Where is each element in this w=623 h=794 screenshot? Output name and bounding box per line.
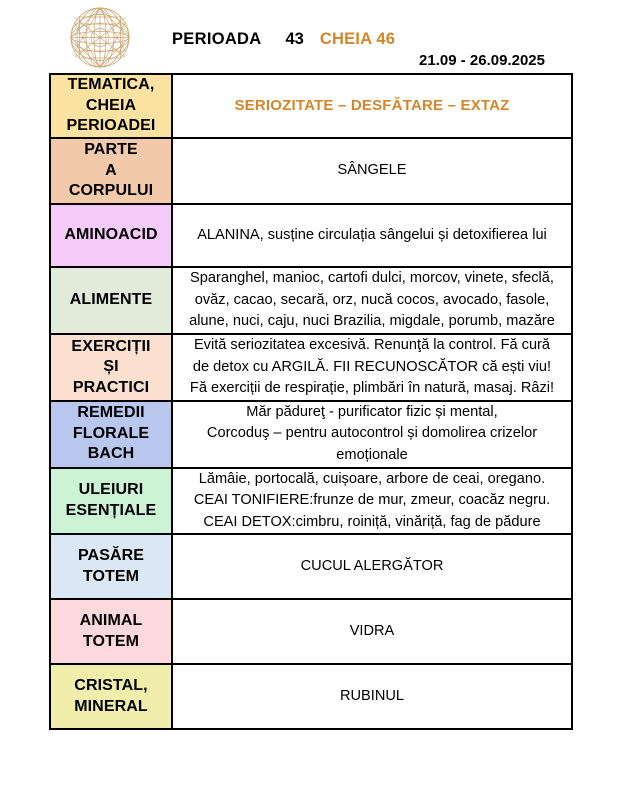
table-row — [50, 138, 572, 204]
row-label-line: REMEDII — [77, 404, 145, 422]
row-value-line: de detox cu ARGILĂ. FII RECUNOSCĂTOR că ești viu! — [192, 358, 552, 375]
row-value-cell — [172, 74, 572, 138]
row-label-line: ALIMENTE — [69, 291, 153, 309]
row-value-line: ovăz, cacao, secară, orz, nucă cocos, avocado, fasole, — [194, 291, 550, 308]
row-label-line: PASĂRE — [77, 547, 145, 565]
row-label-line: CORPULUI — [68, 182, 154, 200]
header-title-line — [172, 28, 395, 50]
row-value-line: Sparanghel, manioc, cartofi dulci, morcov, vinete, sfeclă, — [190, 270, 554, 287]
period-label: PERIOADA — [172, 29, 262, 48]
row-value-cell — [172, 599, 572, 664]
row-value-line: alune, nuci, caju, nuci Brazilia, migdale, porumb, mazăre — [189, 313, 555, 330]
row-label-line: MINERAL — [74, 697, 148, 715]
date-range: 21.09 - 26.09.2025 — [419, 52, 545, 69]
row-label-line: EXERCIȚII — [71, 337, 151, 355]
table-row — [50, 401, 572, 468]
period-info-table — [49, 73, 573, 730]
row-value-line: Lămâie, portocală, cuișoare, arbore de ceai, oregano. — [198, 470, 546, 487]
row-label-line: PARTE — [84, 141, 138, 159]
row-label-cell — [50, 468, 172, 535]
row-label-line: AMINOACID — [64, 226, 158, 244]
row-value-line: SÂNGELE — [337, 162, 407, 179]
table-row — [50, 534, 572, 599]
row-label-cell — [50, 204, 172, 267]
row-value-cell — [172, 334, 572, 401]
row-value-line: Corcoduş – pentru autocontrol și domolirea crizelor — [206, 425, 538, 442]
row-label-cell — [50, 534, 172, 599]
page-header — [0, 0, 623, 73]
row-value-line: RUBINUL — [339, 688, 405, 705]
row-label-line: FLORALE — [72, 424, 150, 442]
row-label-line: A — [105, 161, 117, 179]
row-label-cell — [50, 267, 172, 334]
row-value-cell — [172, 267, 572, 334]
key-label: CHEIA 46 — [319, 29, 396, 48]
row-label-line: ULEIURI — [78, 481, 144, 499]
table-row — [50, 664, 572, 729]
table-body — [50, 74, 572, 729]
row-label-cell — [50, 74, 172, 138]
row-value-cell — [172, 204, 572, 267]
row-value-cell — [172, 138, 572, 204]
row-value-line: SERIOZITATE – DESFĂTARE – EXTAZ — [234, 96, 510, 114]
row-value-line: Măr pădureţ - purificator fizic și mental, — [246, 403, 498, 420]
row-label-line: BACH — [87, 445, 135, 463]
row-label-line: ANIMAL — [79, 612, 143, 630]
table-row — [50, 468, 572, 535]
row-label-line: PERIOADEI — [66, 117, 156, 135]
row-label-cell — [50, 664, 172, 729]
table-row — [50, 204, 572, 267]
row-label-line: TOTEM — [82, 632, 140, 650]
row-value-line: CEAI TONIFIERE:frunze de mur, zmeur, coacăz negru. — [193, 492, 551, 509]
row-value-cell — [172, 534, 572, 599]
row-label-line: ESENȚIALE — [65, 501, 157, 519]
period-number: 43 — [285, 29, 304, 48]
table-row — [50, 334, 572, 401]
row-label-line: ȘI — [103, 358, 119, 376]
row-value-line: ALANINA, susține circulația sângelui și detoxifierea lui — [197, 226, 547, 243]
row-label-line: TOTEM — [82, 567, 140, 585]
row-value-cell — [172, 664, 572, 729]
table-row — [50, 267, 572, 334]
row-label-cell — [50, 138, 172, 204]
row-value-line: VIDRA — [349, 623, 395, 640]
row-value-cell — [172, 401, 572, 468]
row-value-line: emoționale — [336, 446, 408, 463]
row-value-cell — [172, 468, 572, 535]
row-label-line: TEMATICA, — [67, 76, 155, 94]
row-value-line: Evită seriozitatea excesivă. Renunţă la control. Fă cură — [193, 337, 551, 353]
row-label-line: PRACTICI — [72, 378, 150, 396]
row-label-cell — [50, 401, 172, 468]
row-label-line: CHEIA — [85, 96, 137, 114]
row-value-line: CUCUL ALERGĂTOR — [300, 558, 444, 575]
row-label-line: CRISTAL, — [74, 677, 148, 695]
row-label-cell — [50, 334, 172, 401]
table-row — [50, 599, 572, 664]
row-value-line: CEAI DETOX:cimbru, roiniță, vinăriță, fag de pădure — [203, 513, 541, 530]
table-row — [50, 74, 572, 138]
row-label-cell — [50, 599, 172, 664]
row-value-line: Fă exerciții de respirație, plimbări în natură, masaj. Râzi! — [189, 380, 555, 397]
